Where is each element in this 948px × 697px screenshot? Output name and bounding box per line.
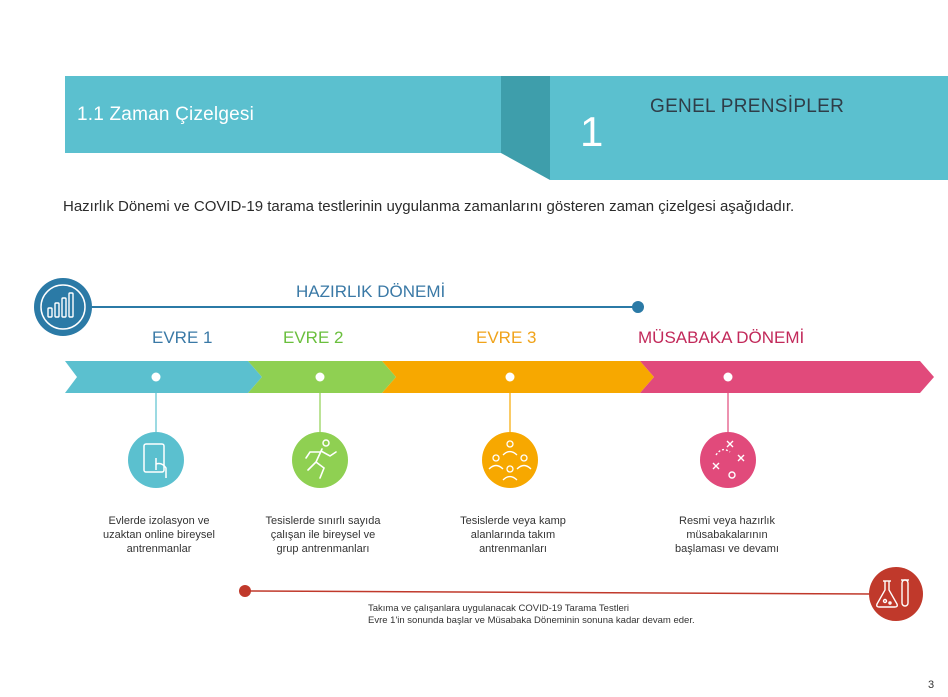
- intro-text: Hazırlık Dönemi ve COVID-19 tarama testlerinin uygulanma zamanlarını gösteren zaman çizelgesi aşağıdadır.: [63, 198, 795, 215]
- phase-3-description: Tesislerde veya kamp alanlarında takım antrenmanları: [460, 515, 566, 555]
- evre3-dot: [506, 373, 515, 382]
- musabaka-chevron: [640, 361, 934, 393]
- test-note: Takıma ve çalışanlara uygulanacak COVID-19 Tarama Testleri Evre 1'in sonunda başlar ve Müsabaka Döneminin sonuna kadar devam eder.: [368, 603, 695, 626]
- phase-3-label: EVRE 3: [476, 328, 537, 347]
- evre1-dot: [152, 373, 161, 382]
- group-people-icon: [482, 432, 538, 488]
- competition-description: Resmi veya hazırlık müsabakalarının başlaması ve devamı: [675, 515, 779, 555]
- evre2-dot: [316, 373, 325, 382]
- phase-2-description: Tesislerde sınırlı sayıda çalışan ile bireysel ve grup antrenmanları: [265, 515, 381, 555]
- preparation-end-dot: [632, 301, 644, 313]
- evre3-chevron: [382, 361, 654, 393]
- competition-period-label: MÜSABAKA DÖNEMİ: [638, 328, 805, 347]
- chart-bars-icon: [34, 278, 92, 336]
- section-title: 1.1 Zaman Çizelgesi: [77, 104, 254, 125]
- chapter-number: 1: [580, 108, 604, 155]
- evre1-chevron: [65, 361, 262, 393]
- phase-2-label: EVRE 2: [283, 328, 344, 347]
- running-person-icon: [292, 432, 348, 488]
- phase-1-description: Evlerde izolasyon ve uzaktan online bireysel antrenmanlar: [103, 515, 215, 555]
- preparation-period-label: HAZIRLIK DÖNEMİ: [296, 282, 446, 301]
- game-plan-icon: [700, 432, 756, 488]
- lab-flask-icon: [869, 567, 923, 621]
- page-number: 3: [928, 679, 935, 691]
- chapter-title: GENEL PRENSİPLER: [650, 96, 845, 117]
- tablet-touch-icon: [128, 432, 184, 488]
- phase-1-label: EVRE 1: [152, 328, 213, 347]
- musabaka-dot: [724, 373, 733, 382]
- test-line: [245, 591, 872, 594]
